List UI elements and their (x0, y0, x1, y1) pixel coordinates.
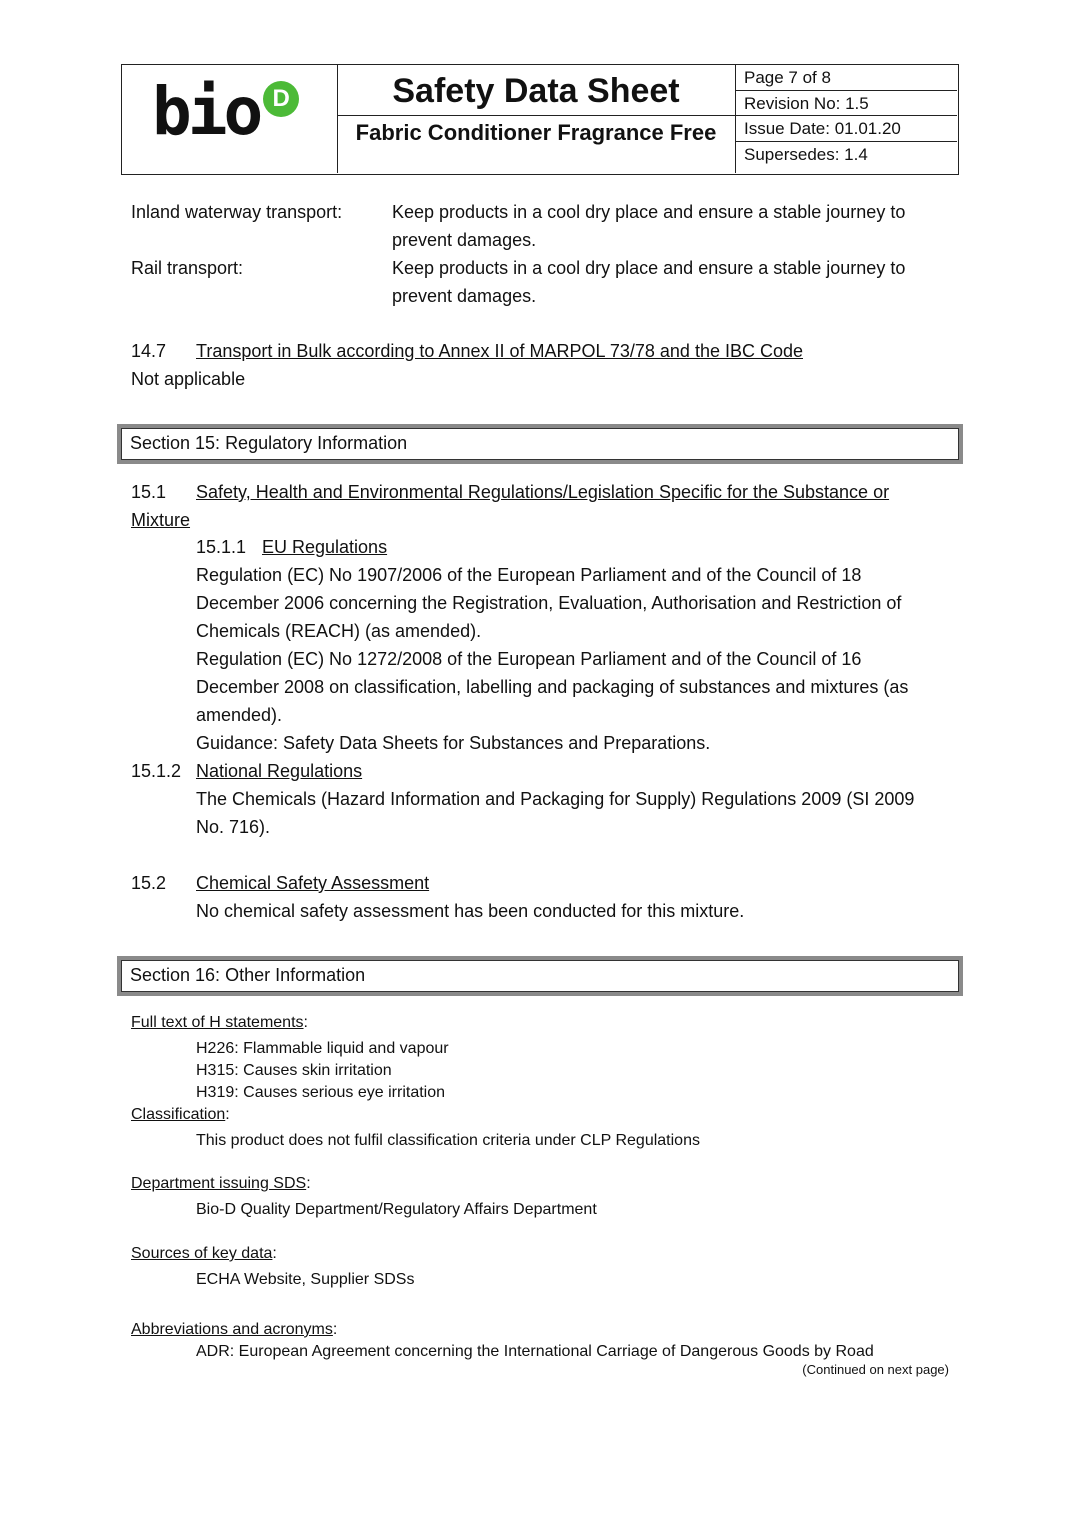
s15-1-2-title: National Regulations (196, 761, 363, 781)
rail-text-line1: Keep products in a cool dry place and ensure a stable journey to (392, 258, 906, 278)
sources-label: Sources of key data: (131, 1245, 277, 1262)
s15-1-1-title: EU Regulations (262, 537, 388, 557)
document-header (121, 64, 959, 175)
section-16-bar (117, 956, 963, 996)
eu-regulation-line: Regulation (EC) No 1907/2006 of the European Parliament and of the Council of 18 (196, 565, 862, 585)
inland-text-line1: Keep products in a cool dry place and ensure a stable journey to (392, 202, 906, 222)
national-regulation-line: The Chemicals (Hazard Information and Packaging for Supply) Regulations 2009 (SI 2009 (196, 789, 915, 809)
s14-7-title: Transport in Bulk according to Annex II of MARPOL 73/78 and the IBC Code (196, 341, 803, 361)
department-label: Department issuing SDS: (131, 1175, 311, 1192)
national-regulation-line: No. 716). (196, 817, 271, 837)
sources-label-text: Sources of key data (131, 1245, 273, 1262)
eu-regulation-line: December 2008 on classification, labelling and packaging of substances and mixtures (as (196, 677, 909, 697)
department-label-text: Department issuing SDS (131, 1175, 307, 1192)
abbreviation-adr: ADR: European Agreement concerning the International Carriage of Dangerous Goods by Road (196, 1343, 874, 1360)
section-15-heading: Section 15: Regulatory Information (121, 428, 959, 460)
eu-regulation-line: Regulation (EC) No 1272/2008 of the European Parliament and of the Council of 16 (196, 649, 862, 669)
logo-wordmark: bio (152, 73, 260, 150)
meta-cell (735, 65, 957, 173)
s15-1-title-b: Mixture (131, 510, 191, 530)
logo-badge: D (263, 81, 299, 117)
s15-2-body: No chemical safety assessment has been conducted for this mixture. (196, 901, 745, 921)
s15-2-title: Chemical Safety Assessment (196, 873, 430, 893)
s14-7-body: Not applicable (131, 369, 246, 389)
h-statements-label-text: Full text of H statements (131, 1014, 304, 1031)
s15-1-title-a: Safety, Health and Environmental Regulations/Legislation Specific for the Substance or (196, 482, 890, 502)
h-statement: H226: Flammable liquid and vapour (196, 1040, 449, 1057)
classification-body: This product does not fulfil classification criteria under CLP Regulations (196, 1132, 700, 1149)
eu-regulation-line: amended). (196, 705, 283, 725)
h-statement: H319: Causes serious eye irritation (196, 1084, 446, 1101)
title-cell (337, 65, 736, 173)
s14-7-number: 14.7 (131, 341, 167, 361)
s15-2-number: 15.2 (131, 873, 167, 893)
logo-cell (122, 65, 338, 173)
page-number: Page 7 of 8 (735, 65, 957, 91)
eu-regulation-line: December 2006 concerning the Registration, Evaluation, Authorisation and Restriction of (196, 593, 902, 613)
section-15-bar (117, 424, 963, 464)
rail-label: Rail transport: (131, 258, 244, 278)
section-16-heading: Section 16: Other Information (121, 960, 959, 992)
bio-d-logo (152, 73, 299, 150)
inland-text-line2: prevent damages. (392, 230, 537, 250)
s15-1-number: 15.1 (131, 482, 167, 502)
rail-text-line2: prevent damages. (392, 286, 537, 306)
s15-1-2-number: 15.1.2 (131, 761, 182, 781)
classification-label-text: Classification (131, 1106, 226, 1123)
inland-label: Inland waterway transport: (131, 202, 343, 222)
classification-label: Classification: (131, 1106, 230, 1123)
supersedes: Supersedes: 1.4 (744, 144, 868, 164)
s15-1-1-number: 15.1.1 (196, 537, 247, 557)
sources-body: ECHA Website, Supplier SDSs (196, 1271, 415, 1288)
abbreviations-label-text: Abbreviations and acronyms (131, 1321, 333, 1338)
continued-note: (Continued on next page) (802, 1362, 949, 1377)
issue-date: Issue Date: 01.01.20 (735, 116, 957, 142)
document-title: Safety Data Sheet (337, 65, 735, 116)
h-statements-label: Full text of H statements: (131, 1014, 308, 1031)
department-body: Bio-D Quality Department/Regulatory Affairs Department (196, 1201, 597, 1218)
abbreviations-label: Abbreviations and acronyms: (131, 1321, 338, 1338)
eu-regulation-line: Guidance: Safety Data Sheets for Substances and Preparations. (196, 733, 711, 753)
revision-number: Revision No: 1.5 (735, 91, 957, 117)
eu-regulation-line: Chemicals (REACH) (as amended). (196, 621, 482, 641)
product-name: Fabric Conditioner Fragrance Free (355, 120, 717, 145)
h-statement: H315: Causes skin irritation (196, 1062, 392, 1079)
